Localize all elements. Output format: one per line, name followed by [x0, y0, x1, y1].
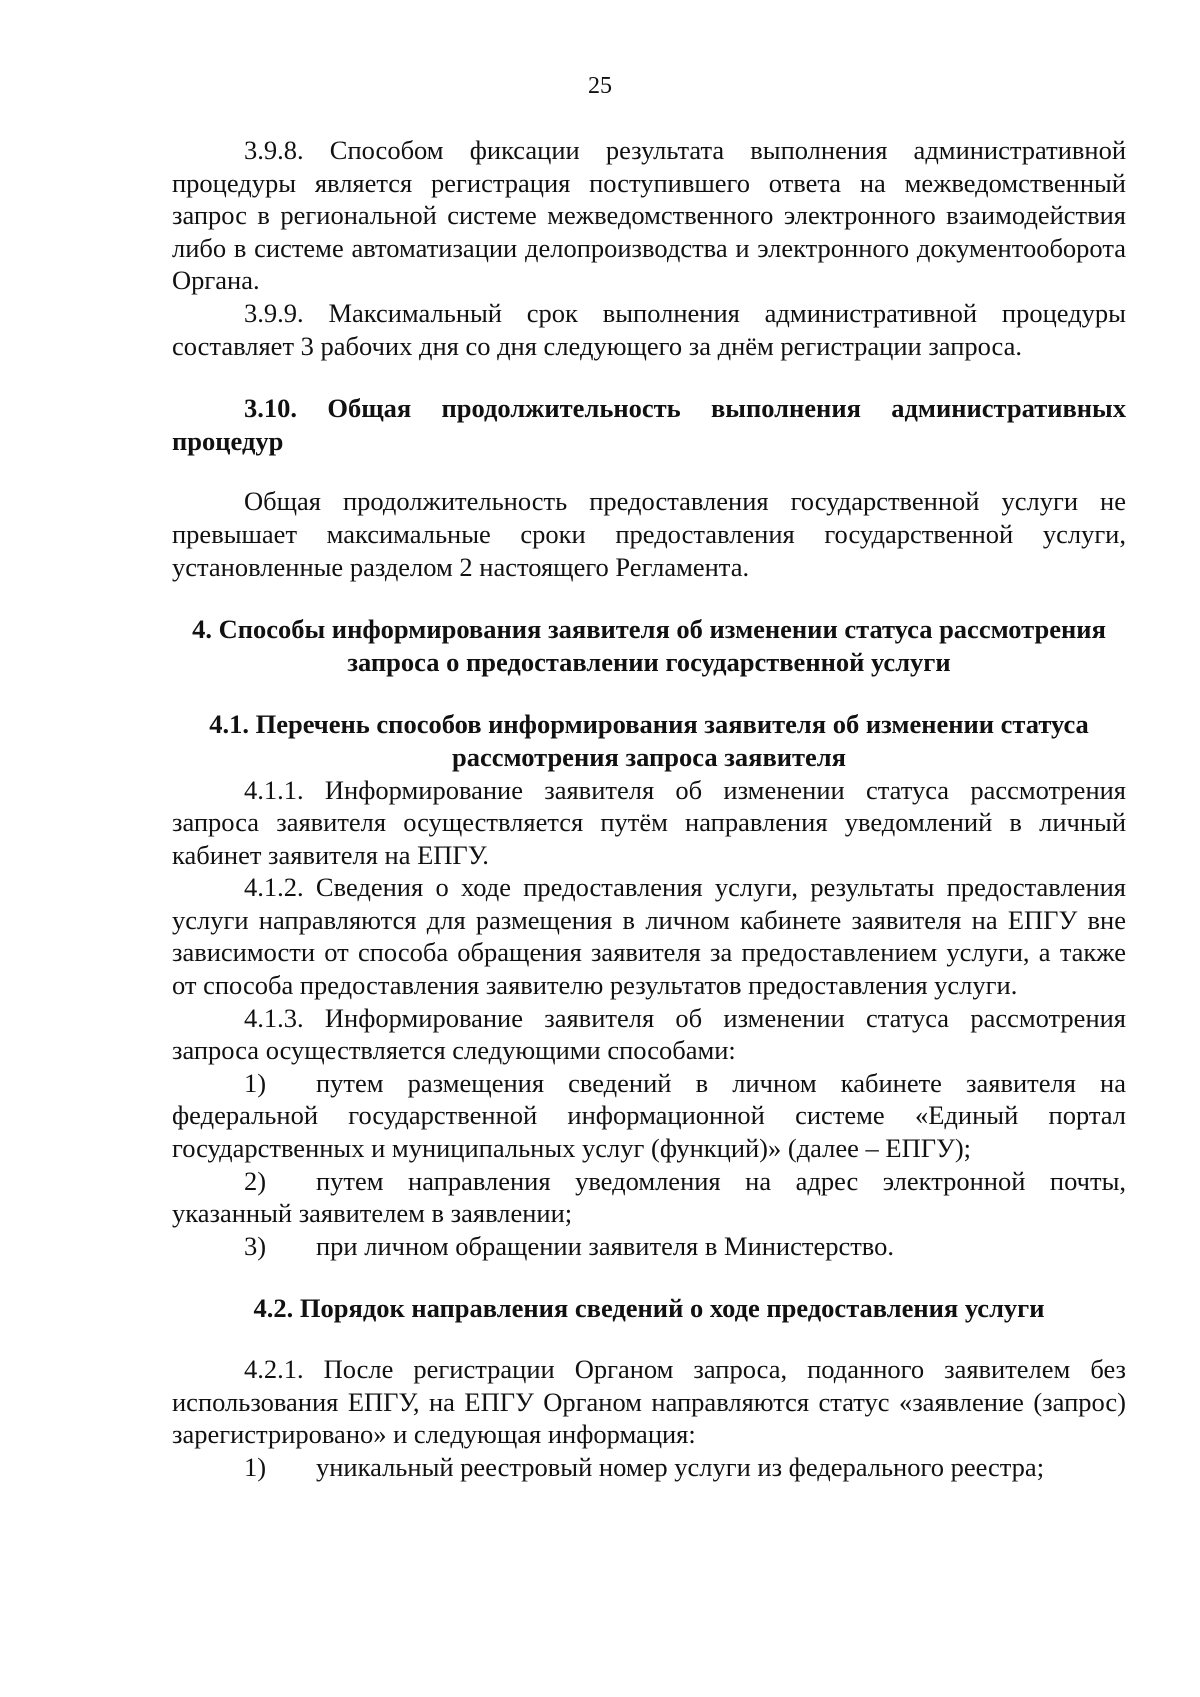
list-number: 3) [244, 1230, 267, 1261]
list-number: 1) [244, 1451, 267, 1482]
page-number: 25 [588, 73, 612, 99]
list-text: путем размещения сведений в личном кабинете заявителя на федеральной государственной информационной системе «Единый портал государственных и муниципальных услуг (функций)» (далее – ЕПГУ); [172, 1067, 1126, 1164]
list-text: уникальный реестровый номер услуги из федерального реестра; [316, 1451, 1045, 1482]
paragraph-4-2-1: 4.2.1. После регистрации Органом запроса, поданного заявителем без использования ЕПГУ, на ЕПГУ Органом направляются статус «заявление (запрос) зарегистрировано» и следующая информация: [172, 1354, 1126, 1450]
list-number: 2) [244, 1165, 267, 1196]
list-text: при личном обращении заявителя в Министерство. [316, 1230, 895, 1261]
paragraph-4-1-3: 4.1.3. Информирование заявителя об изменении статуса рассмотрения запроса осуществляется следующими способами: [172, 1002, 1126, 1066]
heading-3-10: 3.10. Общая продолжительность выполнения административных процедур [172, 393, 1126, 456]
list-item-4-1-3-3 [172, 1230, 1126, 1263]
heading-section-4: 4. Способы информирования заявителя об изменении статуса рассмотрения запроса о предоставлении государственной услуги [192, 614, 1106, 677]
paragraph-3-9-9: 3.9.9. Максимальный срок выполнения административной процедуры составляет 3 рабочих дня со дня следующего за днём регистрации запроса. [172, 297, 1126, 361]
list-number: 1) [244, 1067, 267, 1098]
list-item-4-1-3-1 [172, 1067, 1126, 1165]
paragraph-general-duration: Общая продолжительность предоставления государственной услуги не превышает максимальные сроки предоставления государственной услуги, установленные разделом 2 настоящего Регламента. [172, 486, 1126, 582]
document-content [172, 134, 1126, 1483]
paragraph-3-9-8: 3.9.8. Способом фиксации результата выполнения административной процедуры является регистрация поступившего ответа на межведомственный запрос в региональной системе межведомственного электронного взаимодействия либо в системе автоматизации делопроизводства и электронного документооборота Органа. [172, 135, 1126, 296]
list-item-4-2-1-1 [172, 1451, 1126, 1484]
heading-4-2: 4.2. Порядок направления сведений о ходе предоставления услуги [253, 1293, 1045, 1324]
list-text: путем направления уведомления на адрес электронной почты, указанный заявителем в заявлении; [172, 1165, 1126, 1229]
paragraph-4-1-1: 4.1.1. Информирование заявителя об изменении статуса рассмотрения запроса заявителя осуществляется путём направления уведомлений в личный кабинет заявителя на ЕПГУ. [172, 774, 1126, 870]
heading-4-1: 4.1. Перечень способов информирования заявителя об изменении статуса рассмотрения запроса заявителя [209, 709, 1089, 772]
list-item-4-1-3-2 [172, 1165, 1126, 1230]
paragraph-4-1-2: 4.1.2. Сведения о ходе предоставления услуги, результаты предоставления услуги направляются для размещения в личном кабинете заявителя на ЕПГУ вне зависимости от способа обращения заявителя за предоставлением услуги, а также от способа предоставления заявителю результатов предоставления услуги. [172, 872, 1126, 1001]
